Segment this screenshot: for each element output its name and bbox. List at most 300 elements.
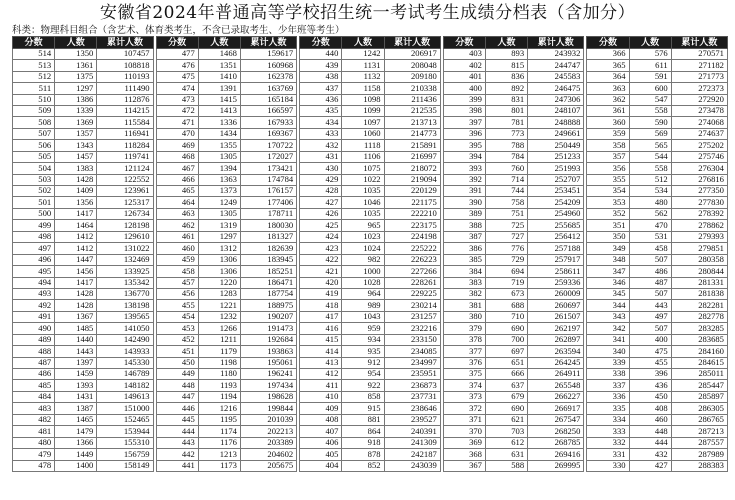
cumulative-cell: 186471: [240, 277, 296, 288]
count-cell: 934: [342, 334, 384, 345]
table-row: [443, 151, 584, 162]
table-row: [443, 94, 584, 105]
count-cell: 1220: [198, 277, 240, 288]
count-cell: 432: [629, 449, 671, 460]
cumulative-cell: 272373: [671, 83, 727, 94]
count-cell: 1174: [198, 426, 240, 437]
cumulative-cell: 248107: [528, 105, 584, 116]
count-cell: 1428: [55, 288, 97, 299]
cumulative-cell: 281838: [671, 288, 727, 299]
count-cell: 1440: [55, 334, 97, 345]
column-header: 分数: [156, 37, 198, 49]
table-row: [587, 83, 728, 94]
cumulative-cell: 188975: [240, 300, 296, 311]
score-cell: 493: [13, 288, 55, 299]
table-row: [443, 277, 584, 288]
score-cell: 422: [300, 254, 342, 265]
cumulative-cell: 123961: [97, 186, 153, 197]
count-cell: 1283: [198, 288, 240, 299]
score-cell: 416: [300, 323, 342, 334]
count-cell: 1357: [55, 128, 97, 139]
count-cell: 1195: [198, 414, 240, 425]
table-row: [156, 311, 297, 322]
table-row: [156, 277, 297, 288]
score-cell: 354: [587, 186, 629, 197]
score-cell: 473: [156, 94, 198, 105]
cumulative-cell: 243932: [528, 48, 584, 59]
cumulative-cell: 264911: [528, 369, 584, 380]
count-cell: 688: [485, 300, 527, 311]
header-row: [587, 37, 728, 49]
table-row: [587, 208, 728, 219]
cumulative-cell: 112876: [97, 94, 153, 105]
cumulative-cell: 202213: [240, 426, 296, 437]
table-row: [300, 60, 441, 71]
table-row: [156, 414, 297, 425]
count-cell: 1221: [198, 300, 240, 311]
score-cell: 447: [156, 391, 198, 402]
count-cell: 408: [629, 403, 671, 414]
cumulative-cell: 122552: [97, 174, 153, 185]
score-cell: 475: [156, 71, 198, 82]
column-header: 分数: [587, 37, 629, 49]
cumulative-cell: 266227: [528, 391, 584, 402]
score-cell: 491: [13, 311, 55, 322]
cumulative-cell: 270571: [671, 48, 727, 59]
score-cell: 462: [156, 220, 198, 231]
count-cell: 1180: [198, 369, 240, 380]
cumulative-cell: 169367: [240, 128, 296, 139]
score-cell: 411: [300, 380, 342, 391]
score-cell: 479: [13, 449, 55, 460]
score-cell: 440: [300, 48, 342, 59]
score-cell: 469: [156, 140, 198, 151]
count-cell: 935: [342, 346, 384, 357]
score-cell: 374: [443, 380, 485, 391]
count-cell: 1479: [55, 426, 97, 437]
table-row: [443, 311, 584, 322]
score-cell: 478: [13, 460, 55, 471]
score-cell: 344: [587, 300, 629, 311]
score-cell: 501: [13, 197, 55, 208]
count-cell: 1391: [198, 83, 240, 94]
score-cell: 451: [156, 346, 198, 357]
count-cell: 1400: [55, 460, 97, 471]
score-cell: 474: [156, 83, 198, 94]
table-row: [156, 449, 297, 460]
cumulative-cell: 209180: [384, 71, 440, 82]
table-row: [300, 300, 441, 311]
column-header: 人数: [485, 37, 527, 49]
table-row: [300, 391, 441, 402]
score-cell: 368: [443, 449, 485, 460]
table-row: [587, 391, 728, 402]
count-cell: 1035: [342, 186, 384, 197]
cumulative-cell: 181327: [240, 231, 296, 242]
score-cell: 437: [300, 83, 342, 94]
cumulative-cell: 254209: [528, 197, 584, 208]
table-row: [443, 208, 584, 219]
count-cell: 700: [485, 334, 527, 345]
score-cell: 465: [156, 186, 198, 197]
count-cell: 1351: [198, 60, 240, 71]
count-cell: 512: [629, 174, 671, 185]
table-row: [587, 288, 728, 299]
cumulative-cell: 107457: [97, 48, 153, 59]
count-cell: 1412: [55, 243, 97, 254]
table-row: [300, 208, 441, 219]
cumulative-cell: 253451: [528, 186, 584, 197]
table-row: [13, 94, 154, 105]
count-cell: 565: [629, 140, 671, 151]
cumulative-cell: 252707: [528, 174, 584, 185]
cumulative-cell: 245583: [528, 71, 584, 82]
count-cell: 959: [342, 323, 384, 334]
score-cell: 408: [300, 414, 342, 425]
cumulative-cell: 167933: [240, 117, 296, 128]
score-cell: 412: [300, 369, 342, 380]
cumulative-cell: 242187: [384, 449, 440, 460]
score-cell: 470: [156, 128, 198, 139]
cumulative-cell: 191473: [240, 323, 296, 334]
table-row: [156, 83, 297, 94]
cumulative-cell: 231257: [384, 311, 440, 322]
header-row: [156, 37, 297, 49]
score-cell: 505: [13, 151, 55, 162]
table-row: [156, 243, 297, 254]
score-cell: 376: [443, 357, 485, 368]
count-cell: 784: [485, 151, 527, 162]
table-row: [156, 391, 297, 402]
table-row: [13, 323, 154, 334]
table-row: [13, 60, 154, 71]
score-cell: 509: [13, 105, 55, 116]
score-cell: 442: [156, 449, 198, 460]
count-cell: 507: [629, 254, 671, 265]
count-cell: 443: [629, 300, 671, 311]
cumulative-cell: 225222: [384, 243, 440, 254]
cumulative-cell: 251233: [528, 151, 584, 162]
score-cell: 402: [443, 60, 485, 71]
count-cell: 1394: [198, 163, 240, 174]
score-cell: 413: [300, 357, 342, 368]
table-row: [300, 117, 441, 128]
score-cell: 388: [443, 220, 485, 231]
count-cell: 576: [629, 48, 671, 59]
count-cell: 1312: [198, 243, 240, 254]
cumulative-cell: 230214: [384, 300, 440, 311]
table-row: [300, 186, 441, 197]
cumulative-cell: 282281: [671, 300, 727, 311]
score-cell: 335: [587, 403, 629, 414]
count-cell: 1387: [55, 403, 97, 414]
cumulative-cell: 266917: [528, 403, 584, 414]
score-cell: 351: [587, 220, 629, 231]
cumulative-cell: 280358: [671, 254, 727, 265]
column-header: 累计人数: [384, 37, 440, 49]
score-cell: 384: [443, 266, 485, 277]
cumulative-cell: 214773: [384, 128, 440, 139]
table-row: [300, 174, 441, 185]
score-cell: 341: [587, 334, 629, 345]
score-cell: 477: [156, 48, 198, 59]
count-cell: 1106: [342, 151, 384, 162]
table-row: [156, 140, 297, 151]
cumulative-cell: 280844: [671, 266, 727, 277]
score-cell: 498: [13, 231, 55, 242]
cumulative-cell: 287557: [671, 437, 727, 448]
count-cell: 1339: [55, 105, 97, 116]
table-row: [300, 346, 441, 357]
score-cell: 450: [156, 357, 198, 368]
score-cell: 435: [300, 105, 342, 116]
table-row: [300, 449, 441, 460]
cumulative-cell: 121124: [97, 163, 153, 174]
category-note: 科类：物理科目组合（含艺术、体育类考生，不含已录取考生、少年班等考生）: [12, 25, 345, 36]
score-cell: 467: [156, 163, 198, 174]
score-cell: 331: [587, 449, 629, 460]
count-cell: 1485: [55, 323, 97, 334]
cumulative-cell: 278862: [671, 220, 727, 231]
column-header: 人数: [198, 37, 240, 49]
table-row: [443, 83, 584, 94]
table-row: [13, 163, 154, 174]
score-cell: 385: [443, 254, 485, 265]
cumulative-cell: 176157: [240, 186, 296, 197]
count-cell: 1297: [198, 231, 240, 242]
cumulative-cell: 183945: [240, 254, 296, 265]
table-row: [300, 437, 441, 448]
count-cell: 590: [629, 117, 671, 128]
table-row: [300, 197, 441, 208]
count-cell: 725: [485, 220, 527, 231]
score-cell: 336: [587, 391, 629, 402]
cumulative-cell: 139565: [97, 311, 153, 322]
score-cell: 425: [300, 220, 342, 231]
count-cell: 1373: [198, 186, 240, 197]
count-cell: 448: [629, 426, 671, 437]
count-cell: 1456: [55, 266, 97, 277]
table-row: [300, 243, 441, 254]
table-row: [156, 323, 297, 334]
cumulative-cell: 249661: [528, 128, 584, 139]
cumulative-cell: 268250: [528, 426, 584, 437]
cumulative-cell: 221175: [384, 197, 440, 208]
count-cell: 1305: [198, 208, 240, 219]
count-cell: 1393: [55, 380, 97, 391]
count-cell: 591: [629, 71, 671, 82]
score-cell: 347: [587, 266, 629, 277]
table-row: [13, 380, 154, 391]
score-cell: 502: [13, 186, 55, 197]
table-row: [156, 380, 297, 391]
table-row: [13, 231, 154, 242]
count-cell: 1022: [342, 174, 384, 185]
count-cell: 1383: [55, 163, 97, 174]
count-cell: 1431: [55, 391, 97, 402]
table-row: [443, 346, 584, 357]
table-row: [587, 231, 728, 242]
score-cell: 424: [300, 231, 342, 242]
table-row: [13, 357, 154, 368]
table-row: [300, 277, 441, 288]
table-row: [587, 300, 728, 311]
cumulative-cell: 180030: [240, 220, 296, 231]
column-header: 人数: [629, 37, 671, 49]
table-row: [156, 288, 297, 299]
score-cell: 481: [13, 426, 55, 437]
count-cell: 1097: [342, 117, 384, 128]
count-cell: 1158: [342, 83, 384, 94]
count-cell: 1242: [342, 48, 384, 59]
score-cell: 403: [443, 48, 485, 59]
count-cell: 637: [485, 380, 527, 391]
cumulative-cell: 111490: [97, 83, 153, 94]
cumulative-cell: 254960: [528, 208, 584, 219]
score-cell: 399: [443, 94, 485, 105]
cumulative-cell: 276304: [671, 163, 727, 174]
score-cell: 434: [300, 117, 342, 128]
count-cell: 915: [342, 403, 384, 414]
cumulative-cell: 268785: [528, 437, 584, 448]
table-row: [587, 460, 728, 471]
score-cell: 393: [443, 163, 485, 174]
count-cell: 1098: [342, 94, 384, 105]
score-cell: 345: [587, 288, 629, 299]
cumulative-cell: 143933: [97, 346, 153, 357]
table-row: [156, 48, 297, 59]
cumulative-cell: 146789: [97, 369, 153, 380]
table-row: [13, 105, 154, 116]
table-row: [13, 71, 154, 82]
score-cell: 457: [156, 277, 198, 288]
cumulative-cell: 248888: [528, 117, 584, 128]
cumulative-cell: 131022: [97, 243, 153, 254]
count-cell: 773: [485, 128, 527, 139]
score-cell: 390: [443, 197, 485, 208]
score-cell: 488: [13, 346, 55, 357]
table-row: [156, 437, 297, 448]
score-cell: 461: [156, 231, 198, 242]
score-cell: 510: [13, 94, 55, 105]
score-cell: 452: [156, 334, 198, 345]
table-row: [13, 151, 154, 162]
cumulative-cell: 257917: [528, 254, 584, 265]
table-row: [13, 414, 154, 425]
table-row: [443, 403, 584, 414]
table-row: [300, 414, 441, 425]
count-cell: 1428: [55, 300, 97, 311]
count-cell: 751: [485, 208, 527, 219]
cumulative-cell: 163769: [240, 83, 296, 94]
count-cell: 436: [629, 380, 671, 391]
score-cell: 445: [156, 414, 198, 425]
table-row: [443, 71, 584, 82]
score-cell: 483: [13, 403, 55, 414]
count-cell: 1350: [55, 48, 97, 59]
cumulative-cell: 233150: [384, 334, 440, 345]
cumulative-cell: 232216: [384, 323, 440, 334]
score-cell: 418: [300, 300, 342, 311]
table-row: [13, 83, 154, 94]
score-block-3: [299, 36, 441, 472]
table-row: [13, 369, 154, 380]
count-cell: 690: [485, 323, 527, 334]
table-row: [443, 254, 584, 265]
count-cell: 836: [485, 71, 527, 82]
score-cell: 476: [156, 60, 198, 71]
cumulative-cell: 133925: [97, 266, 153, 277]
score-cell: 406: [300, 437, 342, 448]
count-cell: 1434: [198, 128, 240, 139]
score-table: [299, 36, 441, 472]
score-cell: 431: [300, 151, 342, 162]
count-cell: 396: [629, 369, 671, 380]
table-row: [156, 426, 297, 437]
cumulative-cell: 195061: [240, 357, 296, 368]
count-cell: 1363: [198, 174, 240, 185]
table-row: [156, 369, 297, 380]
table-row: [156, 254, 297, 265]
header-row: [13, 37, 154, 49]
score-cell: 463: [156, 208, 198, 219]
table-row: [156, 197, 297, 208]
cumulative-cell: 224198: [384, 231, 440, 242]
table-row: [587, 437, 728, 448]
score-cell: 471: [156, 117, 198, 128]
count-cell: 651: [485, 357, 527, 368]
cumulative-cell: 258611: [528, 266, 584, 277]
cumulative-cell: 278392: [671, 208, 727, 219]
count-cell: 1193: [198, 380, 240, 391]
table-row: [443, 186, 584, 197]
cumulative-cell: 205675: [240, 460, 296, 471]
count-cell: 918: [342, 437, 384, 448]
table-row: [443, 380, 584, 391]
table-row: [156, 220, 297, 231]
score-cell: 404: [300, 460, 342, 471]
column-header: 分数: [300, 37, 342, 49]
count-cell: 1319: [198, 220, 240, 231]
cumulative-cell: 262897: [528, 334, 584, 345]
cumulative-cell: 234997: [384, 357, 440, 368]
score-cell: 407: [300, 426, 342, 437]
table-row: [13, 437, 154, 448]
table-row: [443, 163, 584, 174]
cumulative-cell: 138198: [97, 300, 153, 311]
count-cell: 455: [629, 357, 671, 368]
score-cell: 400: [443, 83, 485, 94]
cumulative-cell: 286765: [671, 414, 727, 425]
count-cell: 1000: [342, 266, 384, 277]
score-cell: 490: [13, 323, 55, 334]
cumulative-cell: 250449: [528, 140, 584, 151]
table-row: [587, 254, 728, 265]
table-row: [13, 128, 154, 139]
score-cell: 330: [587, 460, 629, 471]
cumulative-cell: 187754: [240, 288, 296, 299]
score-cell: 369: [443, 437, 485, 448]
count-cell: 1336: [198, 117, 240, 128]
count-cell: 727: [485, 231, 527, 242]
column-header: 累计人数: [240, 37, 296, 49]
count-cell: 558: [629, 163, 671, 174]
score-cell: 495: [13, 266, 55, 277]
count-cell: 1375: [55, 71, 97, 82]
count-cell: 1216: [198, 403, 240, 414]
table-row: [300, 254, 441, 265]
page-title: 安徽省2024年普通高等学校招生统一考试考生成绩分档表（含加分）: [99, 3, 636, 23]
